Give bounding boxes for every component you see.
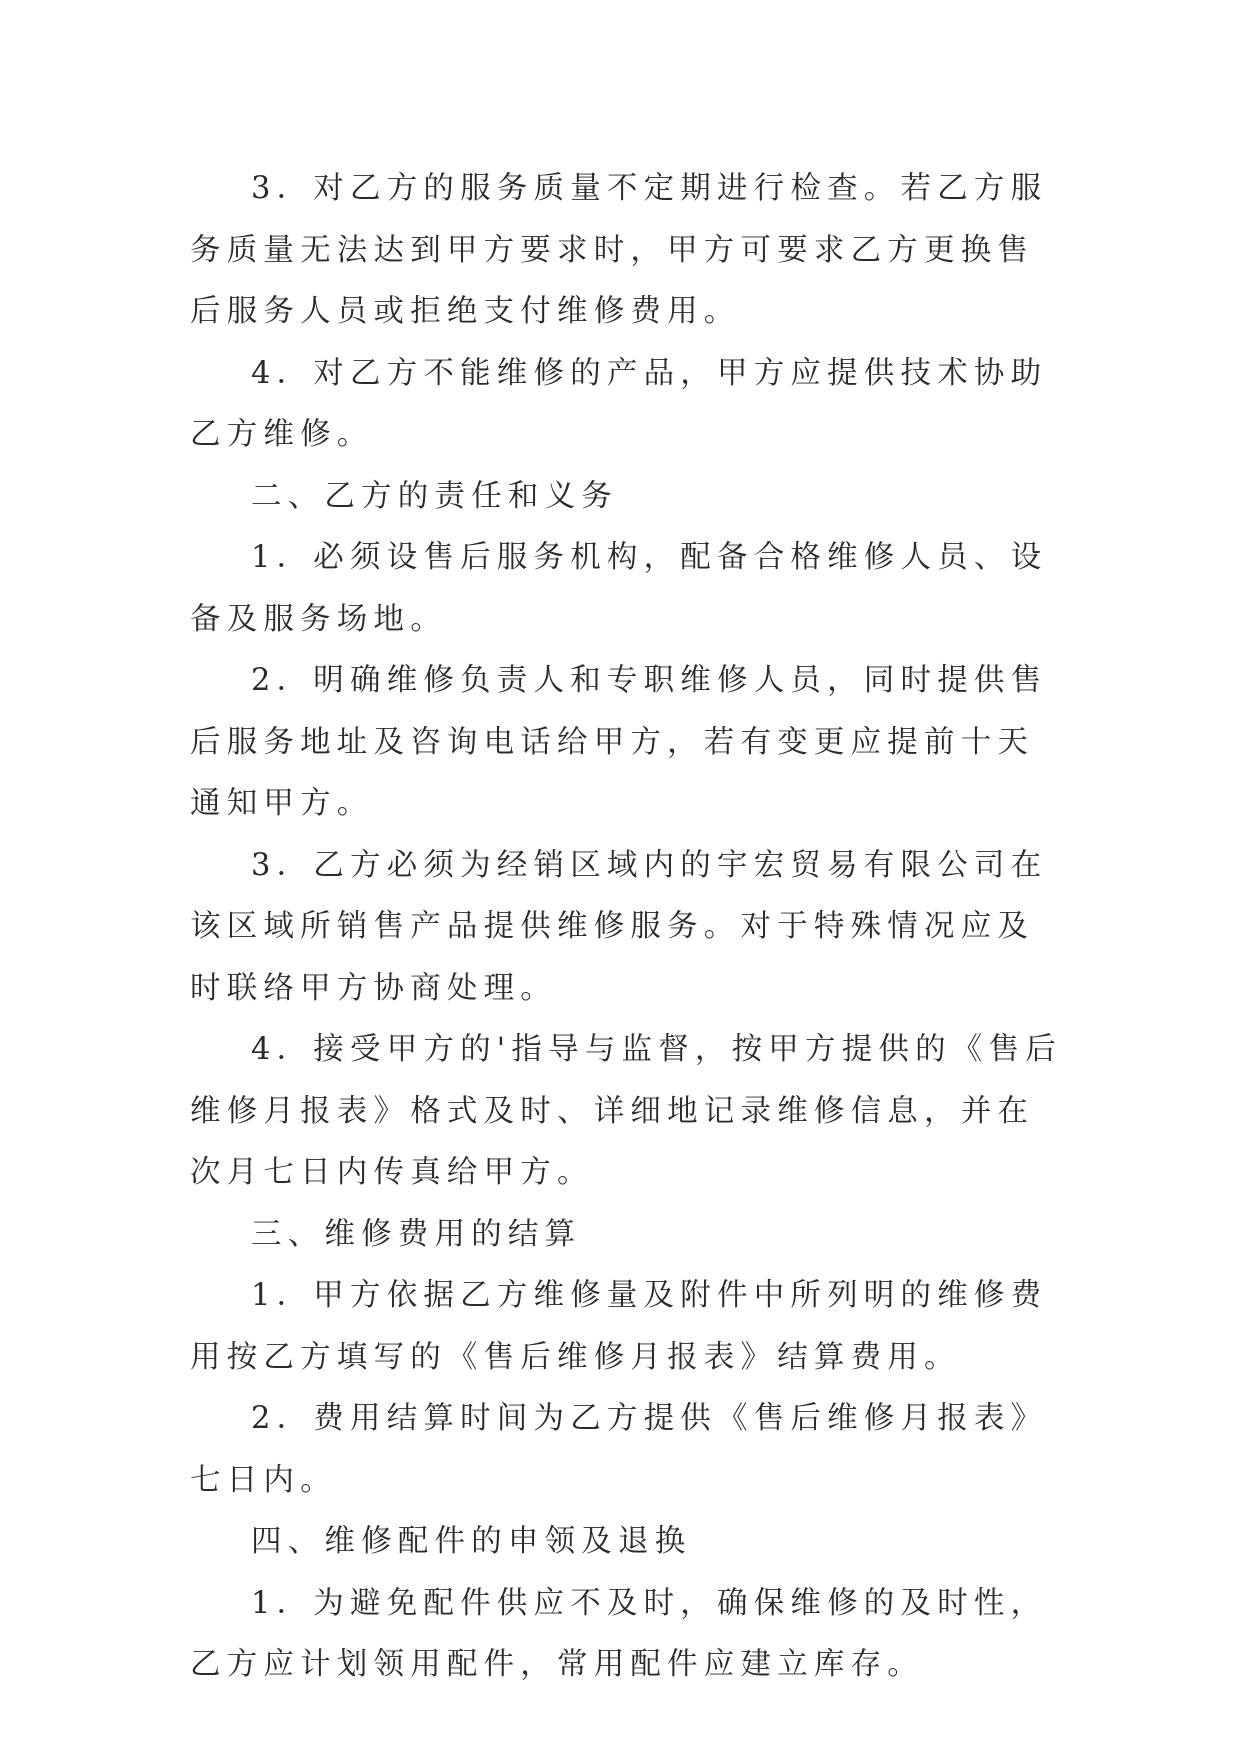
section-heading-parts: 四、维修配件的申领及退换 bbox=[251, 1524, 692, 1559]
paragraph-party-b-2: 2．明确维修负责人和专职维修人员，同时提供售后服务地址及咨询电话给甲方，若有变更应提前十天通知甲方。 bbox=[190, 663, 1048, 821]
paragraph-parts-1: 1．为避免配件供应不及时，确保维修的及时性，乙方应计划领用配件，常用配件应建立库存。 bbox=[190, 1585, 1048, 1682]
paragraph-party-b-4: 4．接受甲方的'指导与监督，按甲方提供的《售后维修月报表》格式及时、详细地记录维修信息，并在次月七日内传真给甲方。 bbox=[190, 1032, 1062, 1190]
paragraph-obligation-3: 3．对乙方的服务质量不定期进行检查。若乙方服务质量无法达到甲方要求时，甲方可要求乙方更换售后服务人员或拒绝支付维修费用。 bbox=[190, 171, 1048, 329]
paragraph-obligation-4: 4．对乙方不能维修的产品，甲方应提供技术协助乙方维修。 bbox=[190, 355, 1048, 452]
paragraph-settlement-1: 1．甲方依据乙方维修量及附件中所列明的维修费用按乙方填写的《售后维修月报表》结算费用。 bbox=[190, 1278, 1048, 1375]
paragraph-party-b-3: 3．乙方必须为经销区域内的宇宏贸易有限公司在该区域所销售产品提供维修服务。对于特殊情况应及时联络甲方协商处理。 bbox=[190, 847, 1048, 1006]
document-body bbox=[190, 158, 1070, 1696]
section-heading-party-b-duties: 二、乙方的责任和义务 bbox=[251, 478, 618, 514]
paragraph-settlement-2: 2．费用结算时间为乙方提供《售后维修月报表》七日内。 bbox=[190, 1401, 1048, 1498]
paragraph-party-b-1: 1．必须设售后服务机构，配备合格维修人员、设备及服务场地。 bbox=[190, 540, 1048, 637]
section-heading-fee-settlement: 三、维修费用的结算 bbox=[251, 1216, 582, 1252]
